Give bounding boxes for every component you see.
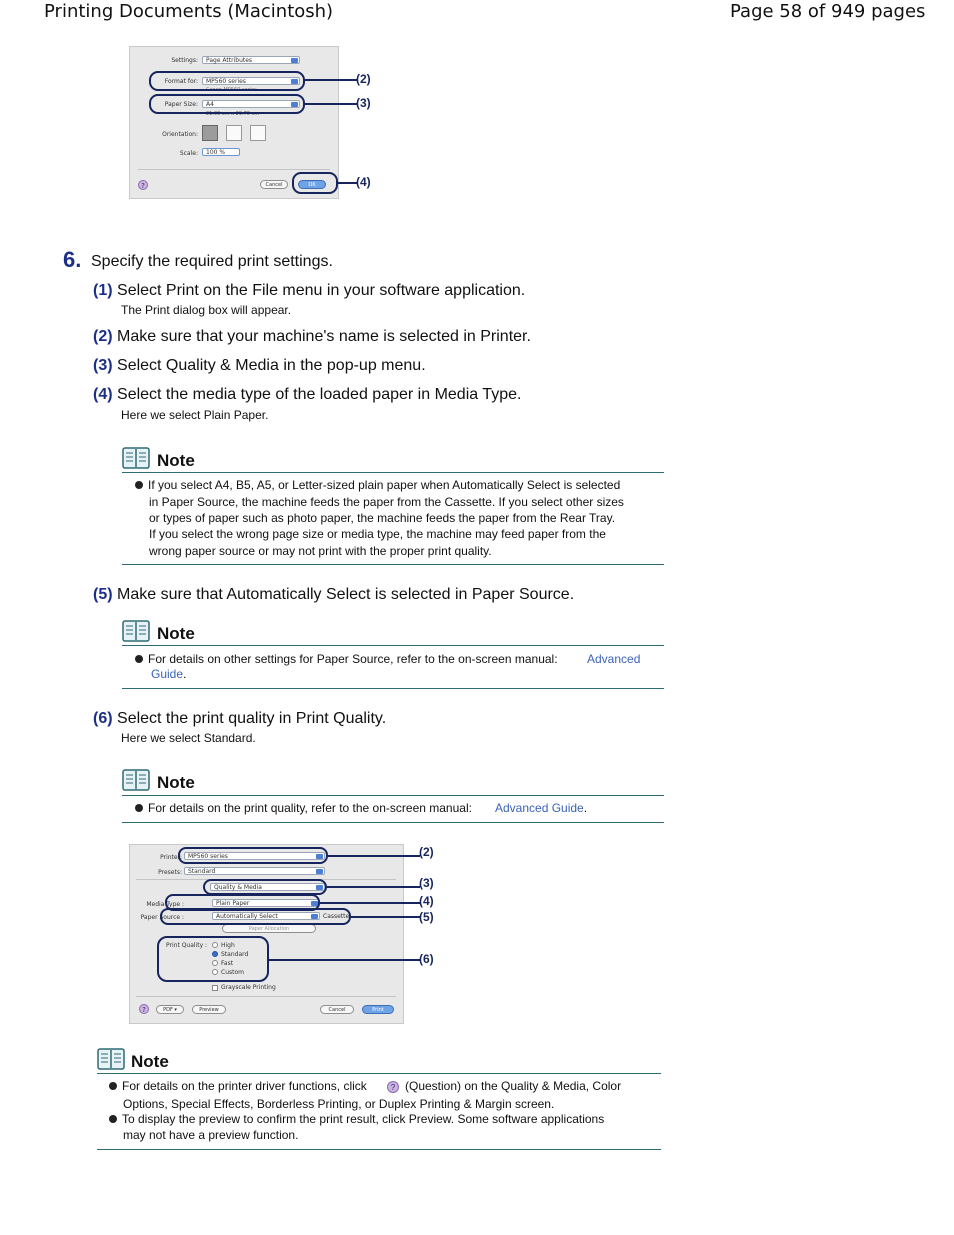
note-line: If you select the wrong page size or media type, the machine may feed paper from the <box>149 527 606 541</box>
note-rule-top <box>122 472 664 473</box>
format-label: Format for: <box>164 78 198 85</box>
callout-label-4: (4) <box>356 175 371 189</box>
landscape-icon <box>226 125 242 141</box>
media-type-value: Plain Paper <box>216 900 250 907</box>
panel-value: Quality & Media <box>214 884 262 891</box>
printer-label: Printer: <box>160 854 182 861</box>
note-line: wrong paper source or may not print with the proper print quality. <box>149 544 492 558</box>
callout-leader <box>351 916 420 918</box>
page-header-title: Printing Documents (Macintosh) <box>44 1 334 22</box>
note-text: For details on the printer driver functions, click <box>122 1079 367 1093</box>
bullet-icon <box>135 655 143 663</box>
substep-number: (1) <box>93 282 113 299</box>
callout-oval-paper-source <box>160 908 351 925</box>
callout-oval-panel <box>203 879 327 895</box>
step-number: 6. <box>63 247 82 272</box>
callout-leader <box>320 902 420 904</box>
substep-note: Here we select Standard. <box>121 731 256 745</box>
callout-oval-print-quality <box>157 936 269 982</box>
callout-leader <box>305 79 357 81</box>
note-text: . <box>583 801 588 815</box>
callout-label-2: (2) <box>356 72 371 86</box>
scale-label: Scale: <box>179 150 198 157</box>
note-text: To display the preview to confirm the print result, click Preview. Some software applications <box>122 1112 605 1126</box>
bullet-icon <box>109 1115 117 1123</box>
callout-label-2: (2) <box>419 845 434 859</box>
substep-text: Select the print quality in Print Quality. <box>117 710 387 727</box>
callout-oval-format <box>149 71 305 91</box>
note-line: may not have a preview function. <box>123 1128 299 1142</box>
note-line: or types of paper such as photo paper, the machine feeds the paper from the Rear Tray. <box>149 511 616 525</box>
printer-value: MP560 series <box>188 853 228 860</box>
note-book-icon <box>122 769 150 791</box>
paper-source-label: Paper Source : <box>140 914 184 921</box>
callout-oval-printer <box>178 847 328 864</box>
presets-popup <box>184 867 325 875</box>
note-title: Note <box>157 773 195 792</box>
callout-oval-ok <box>292 172 338 194</box>
scale-input: 100 % <box>202 148 240 156</box>
substep-text: Select the media type of the loaded paper in Media Type. <box>117 386 522 403</box>
option-high: High <box>221 942 235 949</box>
question-icon: ? <box>387 1081 399 1093</box>
orientation-label: Orientation: <box>162 131 198 138</box>
presets-value: Standard <box>188 868 216 875</box>
print-button: Print <box>362 1005 394 1014</box>
note-title: Note <box>157 624 195 643</box>
settings-label: Settings: <box>171 57 198 64</box>
substep-number: (4) <box>93 386 113 403</box>
substep-number: (3) <box>93 357 113 374</box>
substep-note: Here we select Plain Paper. <box>121 408 269 422</box>
option-fast: Fast <box>221 960 234 967</box>
help-icon: ? <box>138 180 148 190</box>
callout-label-3: (3) <box>419 876 434 890</box>
note-line <box>135 801 472 815</box>
callout-leader <box>327 886 420 888</box>
preview-button: Preview <box>192 1005 226 1014</box>
divider <box>136 996 396 997</box>
note-line <box>135 652 558 666</box>
paper-source-extra: Cassette <box>323 913 350 920</box>
paper-allocation-button: Paper Allocation <box>222 924 316 933</box>
substep-text: Make sure that your machine's name is selected in Printer. <box>117 328 531 345</box>
note-line <box>109 1112 604 1126</box>
step-text: Specify the required print settings. <box>91 253 333 270</box>
bullet-icon <box>135 804 143 812</box>
paper-size-value: A4 <box>206 101 214 108</box>
grayscale-label: Grayscale Printing <box>221 984 276 991</box>
callout-leader <box>269 959 420 961</box>
format-sub: Canon MP560 series <box>206 87 257 93</box>
popup-arrow-icon <box>316 869 323 874</box>
note-line: Options, Special Effects, Borderless Printing, or Duplex Printing & Margin screen. <box>123 1097 555 1111</box>
note-line <box>109 1079 367 1093</box>
divider <box>138 169 330 170</box>
format-value: MP560 series <box>206 78 246 85</box>
substep-6 <box>93 710 386 728</box>
substep-number: (2) <box>93 328 113 345</box>
substep-5 <box>93 586 574 604</box>
substep-4 <box>93 386 521 404</box>
settings-value: Page Attributes <box>206 57 253 64</box>
advanced-guide-link[interactable]: Advanced <box>587 652 641 666</box>
substep-text: Make sure that Automatically Select is selected in Paper Source. <box>117 586 575 603</box>
settings-popup <box>202 56 300 64</box>
page-counter: Page 58 of 949 pages <box>730 1 926 22</box>
note-book-icon <box>122 447 150 469</box>
substep-1 <box>93 282 525 300</box>
note-text: If you select A4, B5, A5, or Letter-sized plain paper when Automatically Select is selected <box>148 478 621 492</box>
option-standard: Standard <box>221 951 249 958</box>
print-dialog-screenshot <box>129 844 404 1024</box>
note-line <box>151 667 186 681</box>
substep-text: Select Print on the File menu in your software application. <box>117 282 526 299</box>
substep-2 <box>93 328 531 346</box>
advanced-guide-link[interactable]: Advanced Guide <box>495 801 584 815</box>
note-line: in Paper Source, the machine feeds the paper from the Cassette. If you select other sizes <box>149 495 624 509</box>
callout-label-4: (4) <box>419 894 434 908</box>
callout-label-3: (3) <box>356 96 371 110</box>
note-rule-top <box>97 1073 661 1074</box>
note-text: For details on other settings for Paper Source, refer to the on-screen manual: <box>148 652 558 666</box>
popup-arrow-icon <box>291 58 298 63</box>
substep-3 <box>93 357 426 375</box>
note-rule-bottom <box>122 688 664 689</box>
callout-label-6: (6) <box>419 952 434 966</box>
note-text: For details on the print quality, refer to the on-screen manual: <box>148 801 472 815</box>
note-rule-bottom <box>122 564 664 565</box>
ok-button: OK <box>298 180 326 189</box>
substep-number: (5) <box>93 586 113 603</box>
landscape-reverse-icon <box>250 125 266 141</box>
paper-source-value: Automatically Select <box>216 913 278 920</box>
note-rule-bottom <box>122 822 664 823</box>
note-line: (Question) on the Quality & Media, Color <box>405 1079 622 1093</box>
note-title: Note <box>157 451 195 470</box>
note-line <box>135 478 620 492</box>
callout-leader <box>338 182 357 184</box>
note-title: Note <box>131 1052 169 1071</box>
callout-leader <box>328 855 420 857</box>
paper-size-label: Paper Size: <box>164 101 198 108</box>
bullet-icon <box>109 1082 117 1090</box>
note-rule-top <box>122 645 664 646</box>
media-type-label: Media Type : <box>146 901 184 908</box>
grayscale-checkbox <box>212 985 218 991</box>
note-rule-bottom <box>97 1149 661 1150</box>
substep-number: (6) <box>93 710 113 727</box>
paper-dimensions: 21.00 cm x 29.70 cm <box>206 111 260 117</box>
substep-note: The Print dialog box will appear. <box>121 303 292 317</box>
callout-oval-paper-size <box>149 94 305 114</box>
cancel-button: Cancel <box>260 180 288 189</box>
note-rule-top <box>122 795 664 796</box>
note-line <box>495 801 587 815</box>
portrait-icon <box>202 125 218 141</box>
substep-text: Select Quality & Media in the pop-up menu. <box>117 357 426 374</box>
advanced-guide-link[interactable]: Guide <box>151 667 184 681</box>
help-icon: ? <box>139 1004 149 1014</box>
bullet-icon <box>135 481 143 489</box>
pdf-button: PDF ▾ <box>156 1005 184 1014</box>
callout-label-5: (5) <box>419 910 434 924</box>
print-quality-label: Print Quality : <box>166 942 208 949</box>
presets-label: Presets: <box>158 869 182 876</box>
note-book-icon <box>122 620 150 642</box>
option-custom: Custom <box>221 969 244 976</box>
cancel-button: Cancel <box>320 1005 354 1014</box>
note-text: . <box>183 667 187 681</box>
note-book-icon <box>97 1048 125 1070</box>
callout-leader <box>305 103 357 105</box>
